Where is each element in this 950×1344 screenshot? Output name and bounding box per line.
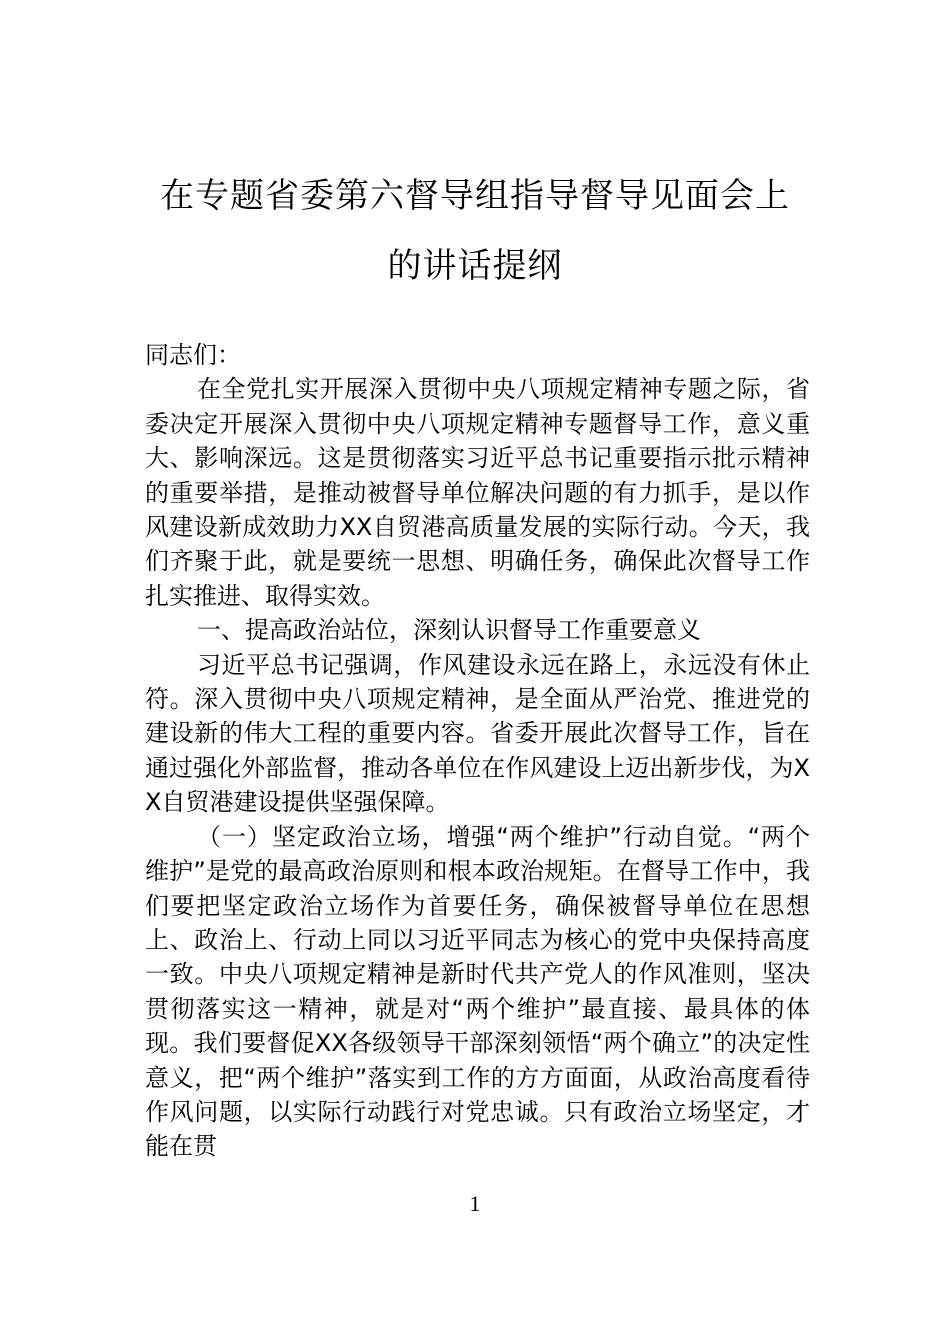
document-title-line-1: 在专题省委第六督导组指导督导见面会上 [160, 176, 790, 216]
page-number: 1 [469, 1191, 481, 1216]
paragraph-section-1: 习近平总书记强调，作风建设永远在路上，永远没有休止符。深入贯彻中央八项规定精神，是全面从严治党、推进党的建设新的伟大工程的重要内容。省委开展此次督导工作，旨在通过强化外部监督，推动各单位在作风建设上迈出新步伐，为XX自贸港建设提供坚强保障。 [145, 650, 810, 817]
paragraph-subsection-1: （一）坚定政治立场，增强“两个维护”行动自觉。“两个维护”是党的最高政治原则和根本政治规矩。在督导工作中，我们要把坚定政治立场作为首要任务，确保被督导单位在思想上、政治上、行动上同以习近平同志为核心的党中央保持高度一致。中央八项规定精神是新时代共产党人的作风准则，坚决贯彻落实这一精神，就是对“两个维护”最直接、最具体的体现。我们要督促XX各级领导干部深刻领悟“两个确立”的决定性意义，把“两个维护”落实到工作的方方面面，从政治高度看待作风问题，以实际行动践行对党忠诚。只有政治立场坚定，才能在贯 [145, 822, 810, 1161]
salutation: 同志们： [145, 341, 241, 369]
document-body [145, 338, 810, 1164]
paragraph-intro: 在全党扎实开展深入贯彻中央八项规定精神专题之际，省委决定开展深入贯彻中央八项规定精神专题督导工作，意义重大、影响深远。这是贯彻落实习近平总书记重要指示批示精神的重要举措，是推动被督导单位解决问题的有力抓手，是以作风建设新成效助力XX自贸港高质量发展的实际行动。今天，我们齐聚于此，就是要统一思想、明确任务，确保此次督导工作扎实推进、取得实效。 [145, 375, 810, 610]
section-heading-1: 一、提高政治站位，深刻认识督导工作重要意义 [197, 616, 701, 645]
document-title-line-2: 的讲话提纲 [387, 246, 563, 286]
